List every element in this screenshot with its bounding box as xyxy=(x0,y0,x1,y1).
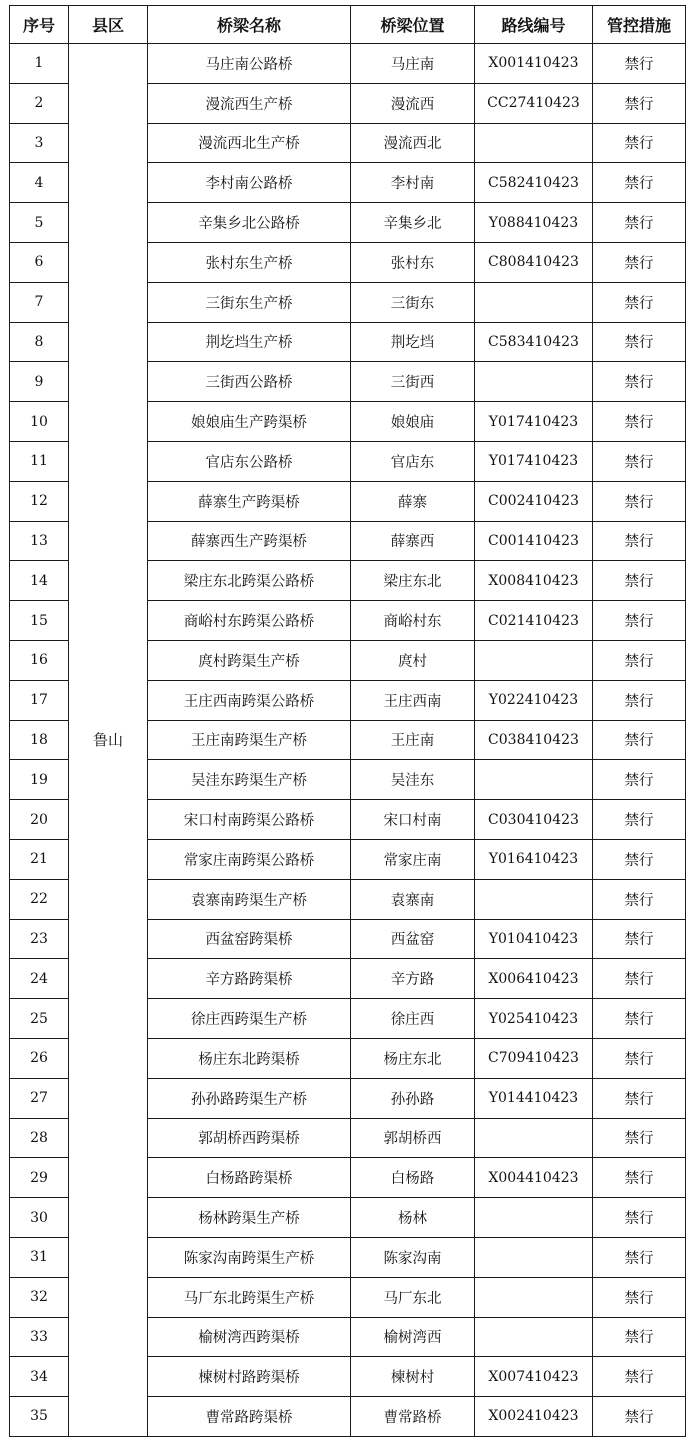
cell-bridge-name: 白杨路跨渠桥 xyxy=(148,1158,351,1198)
cell-serial-number: 9 xyxy=(10,362,69,402)
cell-bridge-location: 曹常路桥 xyxy=(351,1397,475,1437)
cell-bridge-location: 孙孙路 xyxy=(351,1078,475,1118)
cell-serial-number: 15 xyxy=(10,601,69,641)
cell-serial-number: 19 xyxy=(10,760,69,800)
cell-route-code: X002410423 xyxy=(475,1397,593,1437)
cell-control-measure: 禁行 xyxy=(593,362,686,402)
cell-route-code xyxy=(475,879,593,919)
cell-control-measure: 禁行 xyxy=(593,1357,686,1397)
cell-route-code: Y088410423 xyxy=(475,203,593,243)
cell-control-measure: 禁行 xyxy=(593,441,686,481)
cell-control-measure: 禁行 xyxy=(593,1317,686,1357)
cell-control-measure: 禁行 xyxy=(593,720,686,760)
cell-control-measure: 禁行 xyxy=(593,402,686,442)
cell-bridge-name: 郭胡桥西跨渠桥 xyxy=(148,1118,351,1158)
cell-bridge-name: 梁庄东北跨渠公路桥 xyxy=(148,561,351,601)
cell-bridge-name: 陈家沟南跨渠生产桥 xyxy=(148,1237,351,1277)
cell-serial-number: 17 xyxy=(10,680,69,720)
cell-bridge-location: 庹村 xyxy=(351,640,475,680)
cell-bridge-name: 孙孙路跨渠生产桥 xyxy=(148,1078,351,1118)
cell-route-code: Y022410423 xyxy=(475,680,593,720)
table-header xyxy=(10,6,686,44)
cell-control-measure: 禁行 xyxy=(593,839,686,879)
cell-serial-number: 14 xyxy=(10,561,69,601)
cell-bridge-location: 徐庄西 xyxy=(351,999,475,1039)
cell-route-code: C038410423 xyxy=(475,720,593,760)
cell-serial-number: 24 xyxy=(10,959,69,999)
cell-serial-number: 21 xyxy=(10,839,69,879)
cell-route-code xyxy=(475,1198,593,1238)
cell-control-measure: 禁行 xyxy=(593,1158,686,1198)
cell-bridge-location: 马厂东北 xyxy=(351,1277,475,1317)
cell-bridge-name: 辛集乡北公路桥 xyxy=(148,203,351,243)
cell-bridge-name: 徐庄西跨渠生产桥 xyxy=(148,999,351,1039)
cell-bridge-location: 郭胡桥西 xyxy=(351,1118,475,1158)
cell-bridge-location: 王庄南 xyxy=(351,720,475,760)
cell-bridge-name: 马庄南公路桥 xyxy=(148,44,351,84)
cell-control-measure: 禁行 xyxy=(593,879,686,919)
cell-serial-number: 30 xyxy=(10,1198,69,1238)
cell-route-code: Y017410423 xyxy=(475,402,593,442)
table-body xyxy=(10,44,686,1437)
cell-route-code: Y025410423 xyxy=(475,999,593,1039)
cell-control-measure: 禁行 xyxy=(593,1038,686,1078)
cell-route-code xyxy=(475,362,593,402)
cell-bridge-location: 陈家沟南 xyxy=(351,1237,475,1277)
cell-serial-number: 35 xyxy=(10,1397,69,1437)
cell-route-code xyxy=(475,1317,593,1357)
cell-bridge-name: 杨林跨渠生产桥 xyxy=(148,1198,351,1238)
cell-bridge-name: 李村南公路桥 xyxy=(148,163,351,203)
cell-bridge-name: 吴洼东跨渠生产桥 xyxy=(148,760,351,800)
cell-serial-number: 16 xyxy=(10,640,69,680)
cell-route-code xyxy=(475,282,593,322)
cell-bridge-location: 王庄西南 xyxy=(351,680,475,720)
cell-route-code: C002410423 xyxy=(475,481,593,521)
header-route-code: 路线编号 xyxy=(475,6,593,44)
cell-control-measure: 禁行 xyxy=(593,163,686,203)
cell-control-measure: 禁行 xyxy=(593,322,686,362)
cell-bridge-name: 三街东生产桥 xyxy=(148,282,351,322)
cell-control-measure: 禁行 xyxy=(593,44,686,84)
cell-bridge-location: 荆圪垱 xyxy=(351,322,475,362)
cell-serial-number: 25 xyxy=(10,999,69,1039)
header-bridge-location: 桥梁位置 xyxy=(351,6,475,44)
cell-bridge-location: 宋口村南 xyxy=(351,800,475,840)
cell-serial-number: 31 xyxy=(10,1237,69,1277)
cell-bridge-location: 娘娘庙 xyxy=(351,402,475,442)
cell-serial-number: 10 xyxy=(10,402,69,442)
cell-route-code: X004410423 xyxy=(475,1158,593,1198)
cell-bridge-location: 官店东 xyxy=(351,441,475,481)
cell-bridge-name: 庹村跨渠生产桥 xyxy=(148,640,351,680)
cell-serial-number: 2 xyxy=(10,83,69,123)
cell-bridge-name: 楝树村路跨渠桥 xyxy=(148,1357,351,1397)
cell-bridge-location: 漫流西 xyxy=(351,83,475,123)
cell-route-code: C582410423 xyxy=(475,163,593,203)
cell-bridge-location: 白杨路 xyxy=(351,1158,475,1198)
cell-bridge-location: 辛集乡北 xyxy=(351,203,475,243)
cell-bridge-location: 薛寨 xyxy=(351,481,475,521)
cell-bridge-name: 常家庄南跨渠公路桥 xyxy=(148,839,351,879)
cell-bridge-name: 袁寨南跨渠生产桥 xyxy=(148,879,351,919)
cell-route-code: Y017410423 xyxy=(475,441,593,481)
cell-bridge-location: 李村南 xyxy=(351,163,475,203)
header-serial-number: 序号 xyxy=(10,6,69,44)
cell-bridge-location: 马庄南 xyxy=(351,44,475,84)
cell-bridge-name: 商峪村东跨渠公路桥 xyxy=(148,601,351,641)
cell-serial-number: 23 xyxy=(10,919,69,959)
cell-route-code: Y010410423 xyxy=(475,919,593,959)
cell-control-measure: 禁行 xyxy=(593,1118,686,1158)
cell-route-code: C808410423 xyxy=(475,242,593,282)
cell-bridge-location: 梁庄东北 xyxy=(351,561,475,601)
cell-control-measure: 禁行 xyxy=(593,282,686,322)
cell-bridge-name: 薛寨西生产跨渠桥 xyxy=(148,521,351,561)
cell-serial-number: 4 xyxy=(10,163,69,203)
cell-route-code xyxy=(475,1277,593,1317)
cell-bridge-name: 宋口村南跨渠公路桥 xyxy=(148,800,351,840)
cell-serial-number: 11 xyxy=(10,441,69,481)
header-bridge-name: 桥梁名称 xyxy=(148,6,351,44)
cell-control-measure: 禁行 xyxy=(593,481,686,521)
cell-bridge-location: 楝树村 xyxy=(351,1357,475,1397)
cell-control-measure: 禁行 xyxy=(593,999,686,1039)
cell-control-measure: 禁行 xyxy=(593,203,686,243)
cell-control-measure: 禁行 xyxy=(593,521,686,561)
cell-serial-number: 28 xyxy=(10,1118,69,1158)
table-row xyxy=(10,44,686,84)
cell-bridge-name: 杨庄东北跨渠桥 xyxy=(148,1038,351,1078)
cell-route-code: C030410423 xyxy=(475,800,593,840)
cell-route-code xyxy=(475,640,593,680)
cell-bridge-location: 辛方路 xyxy=(351,959,475,999)
cell-serial-number: 27 xyxy=(10,1078,69,1118)
cell-control-measure: 禁行 xyxy=(593,680,686,720)
cell-control-measure: 禁行 xyxy=(593,242,686,282)
cell-control-measure: 禁行 xyxy=(593,601,686,641)
cell-bridge-location: 榆树湾西 xyxy=(351,1317,475,1357)
cell-route-code xyxy=(475,123,593,163)
cell-control-measure: 禁行 xyxy=(593,800,686,840)
cell-bridge-name: 西盆窑跨渠桥 xyxy=(148,919,351,959)
cell-route-code: C709410423 xyxy=(475,1038,593,1078)
cell-serial-number: 20 xyxy=(10,800,69,840)
cell-bridge-name: 娘娘庙生产跨渠桥 xyxy=(148,402,351,442)
bridge-control-table-container xyxy=(9,5,686,1437)
cell-county: 鲁山 xyxy=(69,44,148,1437)
cell-control-measure: 禁行 xyxy=(593,1277,686,1317)
cell-serial-number: 6 xyxy=(10,242,69,282)
cell-serial-number: 22 xyxy=(10,879,69,919)
cell-bridge-name: 官店东公路桥 xyxy=(148,441,351,481)
cell-route-code: X001410423 xyxy=(475,44,593,84)
cell-control-measure: 禁行 xyxy=(593,919,686,959)
cell-serial-number: 34 xyxy=(10,1357,69,1397)
cell-route-code: CC27410423 xyxy=(475,83,593,123)
cell-bridge-location: 三街西 xyxy=(351,362,475,402)
cell-bridge-name: 曹常路跨渠桥 xyxy=(148,1397,351,1437)
cell-serial-number: 32 xyxy=(10,1277,69,1317)
cell-bridge-name: 张村东生产桥 xyxy=(148,242,351,282)
cell-bridge-location: 杨庄东北 xyxy=(351,1038,475,1078)
cell-bridge-location: 袁寨南 xyxy=(351,879,475,919)
cell-serial-number: 7 xyxy=(10,282,69,322)
cell-bridge-name: 王庄南跨渠生产桥 xyxy=(148,720,351,760)
cell-serial-number: 3 xyxy=(10,123,69,163)
header-row xyxy=(10,6,686,44)
cell-route-code: C001410423 xyxy=(475,521,593,561)
cell-serial-number: 18 xyxy=(10,720,69,760)
cell-control-measure: 禁行 xyxy=(593,1237,686,1277)
cell-serial-number: 8 xyxy=(10,322,69,362)
cell-serial-number: 12 xyxy=(10,481,69,521)
cell-bridge-name: 三街西公路桥 xyxy=(148,362,351,402)
cell-bridge-location: 张村东 xyxy=(351,242,475,282)
cell-bridge-location: 薛寨西 xyxy=(351,521,475,561)
cell-control-measure: 禁行 xyxy=(593,561,686,601)
cell-bridge-name: 荆圪垱生产桥 xyxy=(148,322,351,362)
cell-route-code: C021410423 xyxy=(475,601,593,641)
cell-control-measure: 禁行 xyxy=(593,123,686,163)
cell-serial-number: 5 xyxy=(10,203,69,243)
header-control-measure: 管控措施 xyxy=(593,6,686,44)
cell-bridge-location: 商峪村东 xyxy=(351,601,475,641)
cell-bridge-location: 三街东 xyxy=(351,282,475,322)
cell-control-measure: 禁行 xyxy=(593,1078,686,1118)
cell-bridge-location: 西盆窑 xyxy=(351,919,475,959)
cell-bridge-name: 马厂东北跨渠生产桥 xyxy=(148,1277,351,1317)
cell-route-code: X006410423 xyxy=(475,959,593,999)
cell-serial-number: 29 xyxy=(10,1158,69,1198)
cell-route-code xyxy=(475,760,593,800)
cell-bridge-name: 王庄西南跨渠公路桥 xyxy=(148,680,351,720)
cell-serial-number: 13 xyxy=(10,521,69,561)
cell-control-measure: 禁行 xyxy=(593,83,686,123)
cell-route-code: C583410423 xyxy=(475,322,593,362)
cell-serial-number: 1 xyxy=(10,44,69,84)
cell-bridge-location: 漫流西北 xyxy=(351,123,475,163)
cell-route-code: X008410423 xyxy=(475,561,593,601)
cell-route-code: X007410423 xyxy=(475,1357,593,1397)
cell-control-measure: 禁行 xyxy=(593,1397,686,1437)
cell-route-code xyxy=(475,1237,593,1277)
cell-bridge-name: 薛寨生产跨渠桥 xyxy=(148,481,351,521)
cell-control-measure: 禁行 xyxy=(593,760,686,800)
cell-route-code: Y014410423 xyxy=(475,1078,593,1118)
cell-bridge-location: 杨林 xyxy=(351,1198,475,1238)
cell-control-measure: 禁行 xyxy=(593,1198,686,1238)
cell-bridge-name: 榆树湾西跨渠桥 xyxy=(148,1317,351,1357)
cell-bridge-name: 辛方路跨渠桥 xyxy=(148,959,351,999)
cell-control-measure: 禁行 xyxy=(593,959,686,999)
cell-route-code xyxy=(475,1118,593,1158)
bridge-control-table xyxy=(9,5,686,1437)
cell-serial-number: 26 xyxy=(10,1038,69,1078)
header-county: 县区 xyxy=(69,6,148,44)
cell-bridge-location: 常家庄南 xyxy=(351,839,475,879)
cell-bridge-location: 吴洼东 xyxy=(351,760,475,800)
cell-serial-number: 33 xyxy=(10,1317,69,1357)
cell-route-code: Y016410423 xyxy=(475,839,593,879)
cell-bridge-name: 漫流西北生产桥 xyxy=(148,123,351,163)
cell-bridge-name: 漫流西生产桥 xyxy=(148,83,351,123)
cell-control-measure: 禁行 xyxy=(593,640,686,680)
